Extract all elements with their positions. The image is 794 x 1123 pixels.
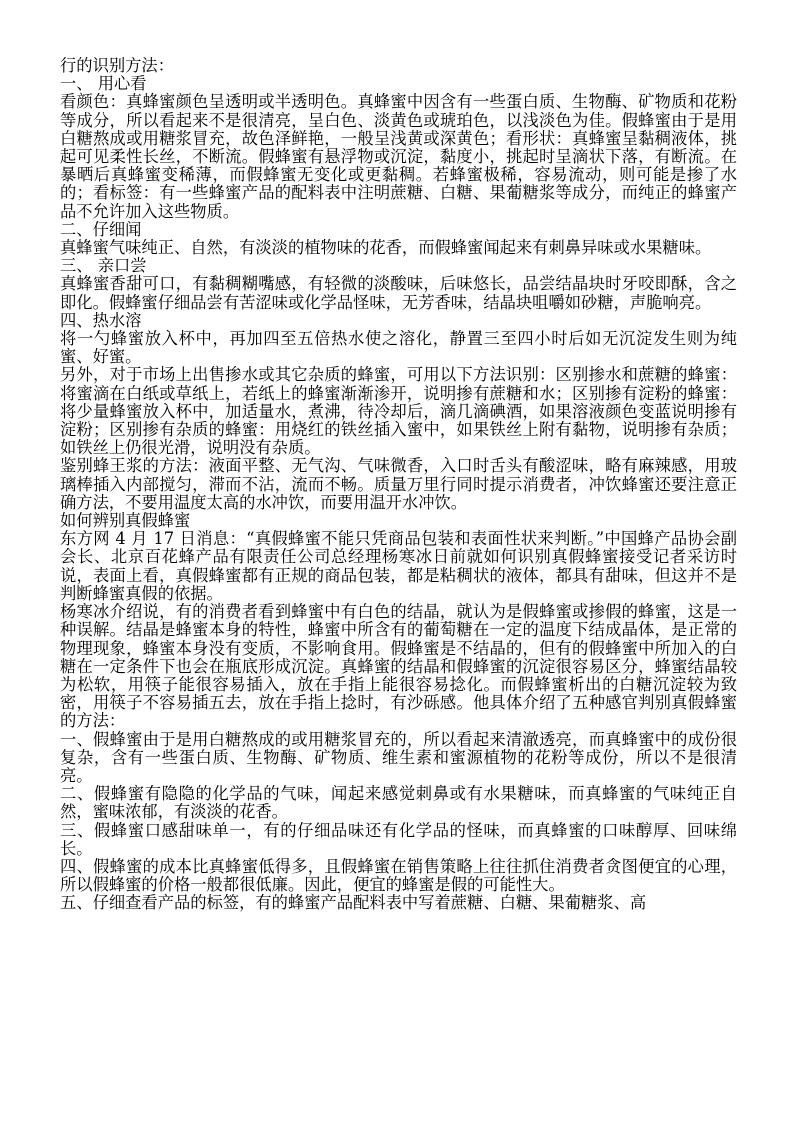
paragraph: 鉴别蜂王浆的方法：液面平整、无气沟、气味微香，入口时舌头有酸涩味，略有麻辣感，用玻璃棒插入内部搅匀，滞而不沾，流而不畅。质量万里行同时提示消费者，冲饮蜂蜜还要注意正确方法，不要用温度太高的水冲饮，而要用温开水冲饮。	[60, 456, 737, 512]
section-heading: 四、热水溶	[60, 310, 142, 330]
paragraph: 东方网 4 月 17 日消息：“真假蜂蜜不能只凭商品包装和表面性状来判断。”中国蜂产品协会副会长、北京百花蜂产品有限责任公司总经理杨寒冰日前就如何识别真假蜂蜜接受记者采访时说，表面上看，真假蜂蜜都有正规的商品包装，都是粘稠状的液体，都具有甜味，但这并不是判断蜂蜜真假的依据。	[60, 529, 737, 603]
section-heading: 一、 用心看	[60, 74, 147, 94]
paragraph: 将一勺蜂蜜放入杯中，再加四至五倍热水使之溶化，静置三至四小时后如无沉淀发生则为纯蜜、好蜜。	[60, 329, 737, 367]
list-item: 四、假蜂蜜的成本比真蜂蜜低得多，且假蜂蜜在销售策略上往往抓住消费者贪图便宜的心理，所以假蜂蜜的价格一般都很低廉。因此，便宜的蜂蜜是假的可能性大。	[60, 856, 737, 895]
paragraph: 真蜂蜜气味纯正、自然，有淡淡的植物味的花香，而假蜂蜜闻起来有刺鼻异味或水果糖味。	[60, 238, 712, 258]
paragraph: 杨寒冰介绍说，有的消费者看到蜂蜜中有白色的结晶，就认为是假蜂蜜或掺假的蜂蜜，这是一种误解。结晶是蜂蜜本身的特性，蜂蜜中所含有的葡萄糖在一定的温度下结成晶体，是正常的物理现象，蜂蜜本身没有变质，不影响食用。假蜂蜜是不结晶的，但有的假蜂蜜中所加入的白糖在一定条件下也会在瓶底形成沉淀。真蜂蜜的结晶和假蜂蜜的沉淀很容易区分，蜂蜜结晶较为松软，用筷子能很容易插入，放在手指上能很容易捻化。而假蜂蜜析出的白糖沉淀较为致密，用筷子不容易插五去，放在手指上捻时，有沙砾感。他具体介绍了五种感官判别真假蜂蜜的方法：	[60, 602, 737, 731]
paragraph: 另外，对于市场上出售掺水或其它杂质的蜂蜜，可用以下方法识别：区别掺水和蔗糖的蜂蜜：将蜜滴在白纸或草纸上，若纸上的蜂蜜渐渐渗开，说明掺有蔗糖和水；区别掺有淀粉的蜂蜜：将少量蜂蜜放入杯中，加适量水，煮沸，待冷却后，滴几滴碘酒，如果溶液颜色变蓝说明掺有淀粉；区别掺有杂质的蜂蜜：用烧红的铁丝插入蜜中，如果铁丝上附有黏物，说明掺有杂质；如铁丝上仍很光滑，说明没有杂质。	[60, 365, 737, 458]
list-item: 三、假蜂蜜口感甜味单一，有的仔细品味还有化学品的怪味，而真蜂蜜的口味醇厚、回味绵长。	[60, 820, 737, 858]
section-heading: 二、仔细闻	[60, 219, 142, 239]
paragraph: 行的识别方法：	[60, 56, 174, 75]
document-page	[60, 57, 737, 913]
list-item: 二、假蜂蜜有隐隐的化学品的气味，闻起来感觉刺鼻或有水果糖味，而真蜂蜜的气味纯正自然，蜜味浓郁，有淡淡的花香。	[60, 784, 737, 822]
paragraph: 真蜂蜜香甜可口，有黏稠糊嘴感，有轻微的淡酸味，后味悠长，品尝结晶块时牙咬即酥，含之即化。假蜂蜜仔细品尝有苦涩味或化学品怪味，无芳香味，结晶块咀嚼如砂糖，声脆响亮。	[60, 274, 737, 312]
section-heading: 如何辨别真假蜂蜜	[60, 511, 191, 531]
section-heading: 三、 亲口尝	[60, 256, 147, 276]
list-item: 一、假蜂蜜由于是用白糖熬成的或用糖浆冒充的，所以看起来清澈透亮，而真蜂蜜中的成份很复杂，含有一些蛋白质、生物酶、矿物质、维生素和蜜源植物的花粉等成份，所以不是很清亮。	[60, 729, 737, 785]
paragraph: 看颜色：真蜂蜜颜色呈透明或半透明色。真蜂蜜中因含有一些蛋白质、生物酶、矿物质和花粉等成分，所以看起来不是很清亮，呈白色、淡黄色或琥珀色，以浅淡色为佳。假蜂蜜由于是用白糖熬成或用糖浆冒充，故色泽鲜艳，一般呈浅黄或深黄色；看形状：真蜂蜜呈黏稠液体，挑起可见柔性长丝，不断流。假蜂蜜有悬浮物或沉淀，黏度小，挑起时呈滴状下落，有断流。在暴晒后真蜂蜜变稀薄，而假蜂蜜无变化或更黏稠。若蜂蜜极稀，容易流动，则可能是掺了水的；看标签：有一些蜂蜜产品的配料表中注明蔗糖、白糖、果葡糖浆等成分，而纯正的蜂蜜产品不允许加入这些物质。	[60, 92, 737, 221]
list-item: 五、仔细查看产品的标签，有的蜂蜜产品配料表中写着蔗糖、白糖、果葡糖浆、高	[60, 893, 647, 913]
